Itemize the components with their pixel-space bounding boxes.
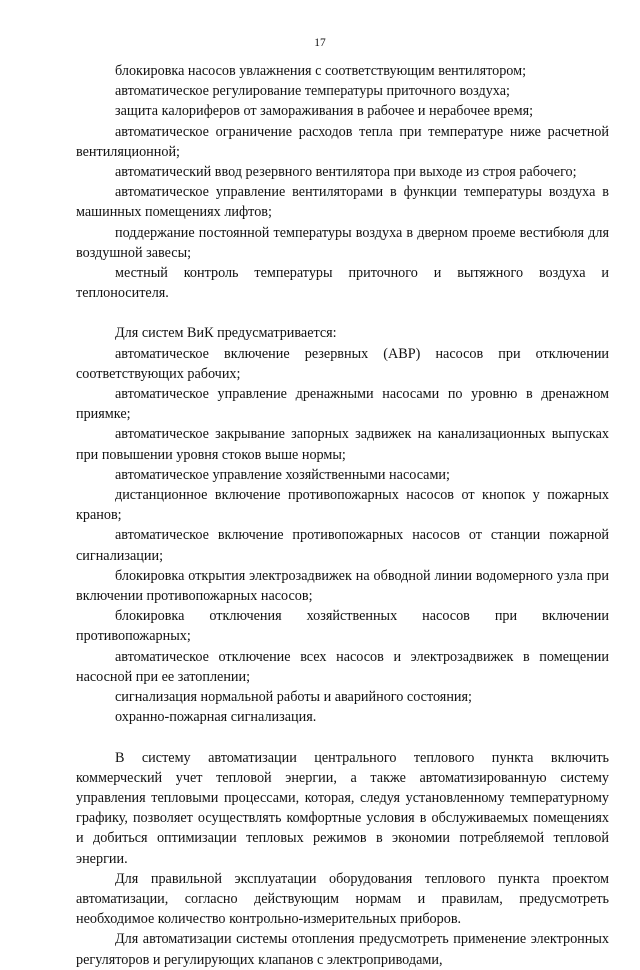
section-spacer: [76, 303, 609, 323]
paragraph: дистанционное включение противопожарных насосов от кнопок у пожарных кранов;: [76, 487, 609, 524]
paragraph: В систему автоматизации центрального теплового пункта включить коммерческий учет тепловой энергии, а также автоматизированную систему управления тепловыми процессами, которая, следуя установленному температурному графику, позволяет осуществлять комфортные условия в обслуживаемых помещениях и добиться оптимизации тепловых режимов в экономии потребляемой тепловой энергии.: [76, 749, 609, 867]
page-body: [76, 61, 609, 970]
paragraph: поддержание постоянной температуры воздуха в дверном проеме вестибюля для воздушной завесы;: [76, 224, 609, 261]
paragraph: автоматическое ограничение расходов тепла при температуре ниже расчетной вентиляционной;: [76, 123, 609, 160]
page-number: 17: [314, 37, 326, 49]
paragraph: автоматическое закрывание запорных задвижек на канализационных выпусках при повышении уровня стоков выше нормы;: [76, 426, 609, 463]
section-heading: Для систем ВиК предусматривается:: [115, 325, 337, 342]
paragraph: автоматическое отключение всех насосов и электрозадвижек в помещении насосной при ее затоплении;: [76, 648, 609, 685]
paragraph: защита калориферов от замораживания в рабочее и нерабочее время;: [115, 103, 534, 120]
paragraph: блокировка насосов увлажнения с соответствующим вентилятором;: [115, 63, 527, 79]
paragraph: блокировка отключения хозяйственных насосов при включении противопожарных;: [76, 608, 609, 645]
paragraph: автоматическое включение противопожарных насосов от станции пожарной сигнализации;: [76, 527, 609, 564]
paragraph: охранно-пожарная сигнализация.: [115, 709, 317, 726]
paragraph: автоматическое включение резервных (АВР) насосов при отключении соответствующих рабочих;: [76, 345, 609, 382]
paragraph: местный контроль температуры приточного и вытяжного воздуха и теплоносителя.: [76, 265, 609, 302]
paragraph: Для автоматизации системы отопления предусмотреть применение электронных регуляторов и регулирующих клапанов с электроприводами,: [76, 931, 609, 968]
paragraph: Для правильной эксплуатации оборудования теплового пункта проектом автоматизации, согласно действующим нормам и правилам, предусмотреть необходимое количество контрольно-измерительных приборов.: [76, 870, 609, 928]
paragraph: автоматическое управление вентиляторами в функции температуры воздуха в машинных помещениях лифтов;: [76, 184, 609, 221]
paragraph: автоматический ввод резервного вентилятора при выходе из строя рабочего;: [115, 164, 577, 181]
paragraph: автоматическое управление хозяйственными насосами;: [115, 466, 450, 483]
section-spacer: [76, 728, 609, 748]
paragraph: автоматическое управление дренажными насосами по уровню в дренажном приямке;: [76, 386, 609, 423]
paragraph: автоматическое регулирование температуры приточного воздуха;: [115, 83, 510, 100]
paragraph: сигнализация нормальной работы и аварийного состояния;: [115, 689, 472, 706]
paragraph: блокировка открытия электрозадвижек на обводной линии водомерного узла при включении противопожарных насосов;: [76, 567, 609, 605]
